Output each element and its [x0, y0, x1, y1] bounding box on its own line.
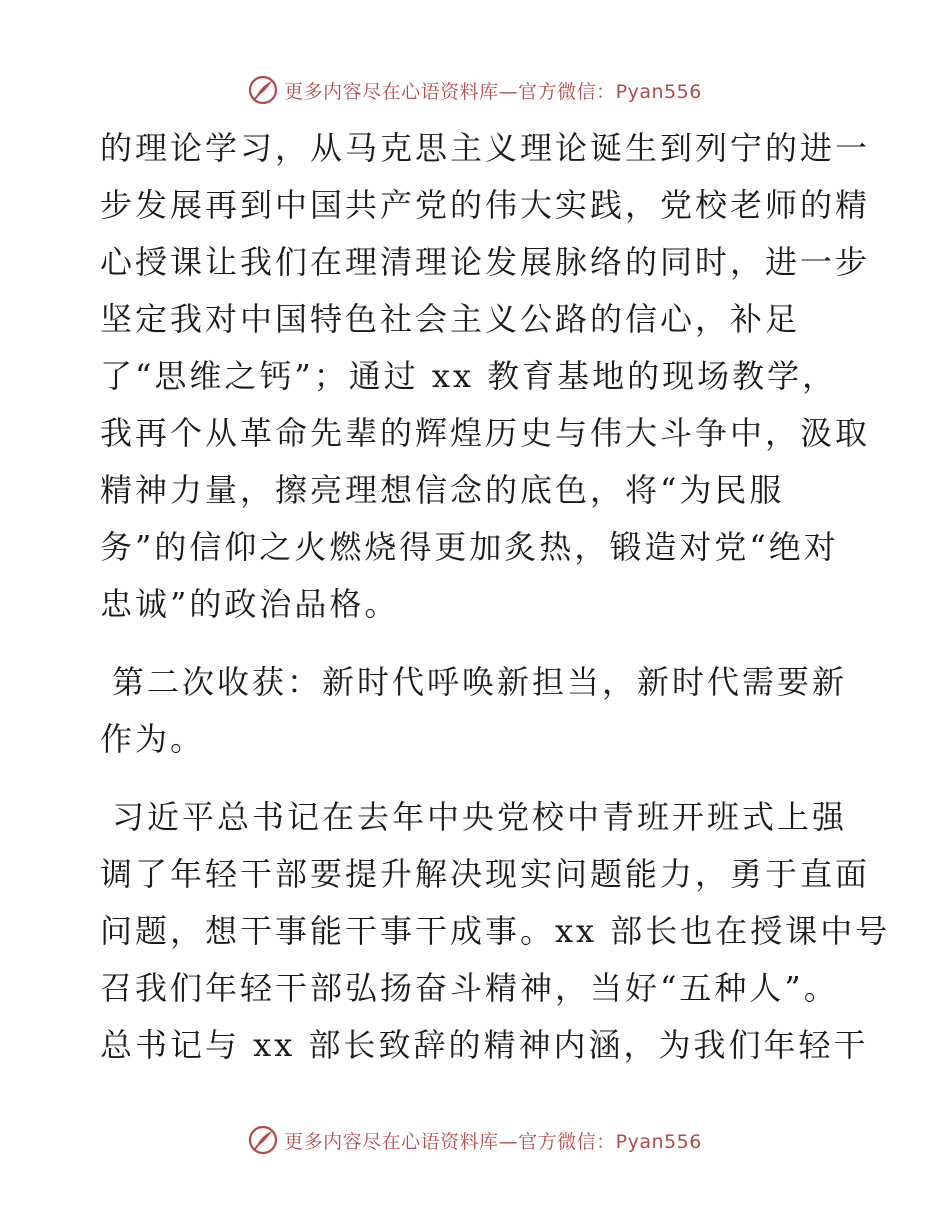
section-heading: 第二次收获：新时代呼唤新担当，新时代需要新	[112, 663, 848, 701]
feather-pen-icon	[248, 1125, 278, 1155]
body-line: 召我们年轻干部弘扬奋斗精神，当好“五种人”。	[100, 969, 839, 1007]
header-watermark	[0, 70, 950, 110]
body-line: 的理论学习，从马克思主义理论诞生到列宁的进一	[100, 129, 871, 167]
body-line: 心授课让我们在理清理论发展脉络的同时，进一步	[100, 243, 871, 281]
body-line: 坚定我对中国特色社会主义公路的信心，补足	[100, 300, 801, 338]
watermark-text: 更多内容尽在心语资料库—官方微信：Pyan556	[284, 1130, 702, 1153]
watermark-text: 更多内容尽在心语资料库—官方微信：Pyan556	[284, 80, 702, 103]
feather-pen-icon	[248, 75, 278, 105]
body-line: 步发展再到中国共产党的伟大实践，党校老师的精	[100, 186, 871, 224]
footer-watermark	[0, 1120, 950, 1160]
body-line: 调了年轻干部要提升解决现实问题能力，勇于直面	[100, 855, 871, 893]
body-line: 习近平总书记在去年中央党校中青班开班式上强	[112, 798, 848, 836]
section-heading-cont: 作为。	[100, 720, 206, 758]
body-line: 务”的信仰之火燃烧得更加炙热，锻造对党“绝对	[100, 528, 839, 566]
body-line: 我再个从革命先辈的辉煌历史与伟大斗争中，汲取	[100, 414, 871, 452]
body-line: 精神力量，擦亮理想信念的底色，将“为民服	[100, 471, 785, 509]
body-line: 忠诚”的政治品格。	[100, 585, 400, 623]
body-line: 了“思维之钙”；通过 xx 教育基地的现场教学，	[100, 357, 838, 395]
body-line: 总书记与 xx 部长致辞的精神内涵，为我们年轻干	[100, 1026, 869, 1064]
body-line: 问题，想干事能干事干成事。xx 部长也在授课中号	[100, 912, 891, 950]
